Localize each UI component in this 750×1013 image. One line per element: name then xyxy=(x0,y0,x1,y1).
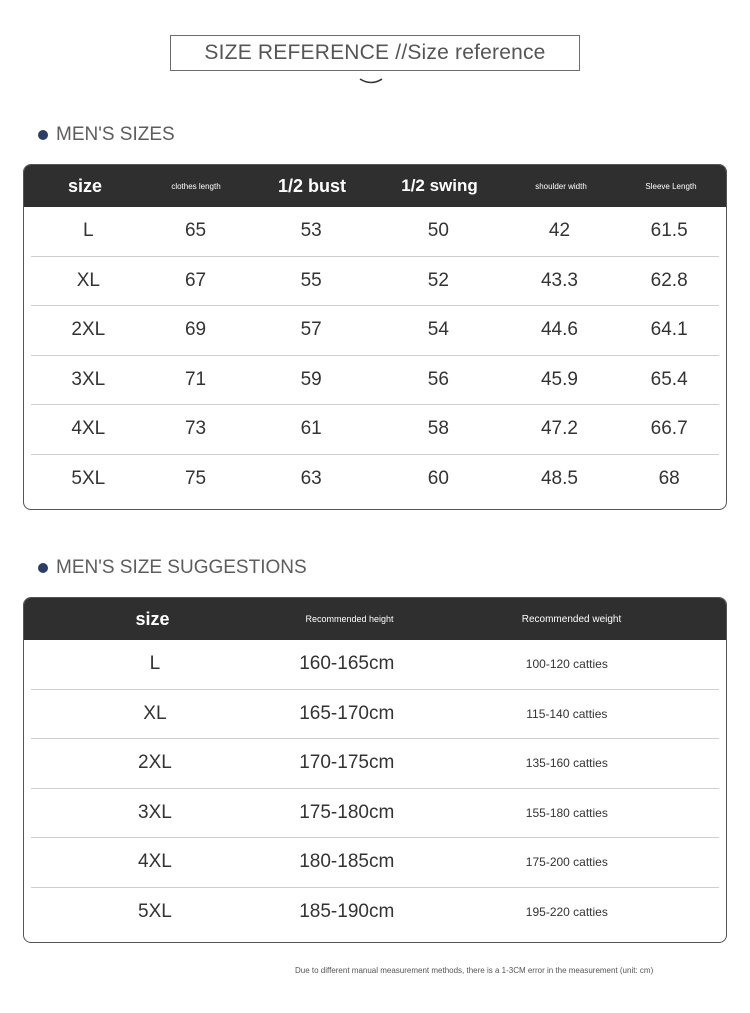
table-body xyxy=(24,207,726,504)
column-header: Recommended weight xyxy=(521,613,622,625)
table-cell: 180-185cm xyxy=(299,851,395,873)
table-row xyxy=(31,838,719,888)
table-cell: 3XL xyxy=(71,368,106,390)
table-cell: 2XL xyxy=(71,319,106,341)
table-cell: 59 xyxy=(300,368,322,390)
table-header-row xyxy=(24,598,726,640)
table-cell: 64.1 xyxy=(650,319,688,341)
table-cell: 5XL xyxy=(71,468,106,490)
chevron-down-icon xyxy=(358,76,384,88)
table-cell: 4XL xyxy=(138,851,172,873)
column-header: Sleeve Length xyxy=(645,181,697,191)
table-cell: 44.6 xyxy=(540,319,578,341)
table-cell: 42 xyxy=(548,220,571,242)
table-cell: 75 xyxy=(184,468,207,490)
table-cell: 5XL xyxy=(138,901,172,923)
table-cell: 155-180 catties xyxy=(525,805,608,820)
table-row xyxy=(31,306,719,356)
table-body xyxy=(24,640,726,937)
column-header: size xyxy=(135,608,170,629)
table-cell: L xyxy=(83,220,94,242)
table-cell: 71 xyxy=(184,368,207,390)
bullet-dot-icon xyxy=(38,563,48,573)
table-row xyxy=(31,640,719,690)
table-cell: 135-160 catties xyxy=(525,756,608,771)
table-cell: 67 xyxy=(184,269,207,291)
table-cell: 53 xyxy=(300,220,322,242)
table-cell: 69 xyxy=(184,319,207,341)
column-header: 1/2 bust xyxy=(277,175,347,196)
table-cell: 63 xyxy=(300,468,322,490)
table-cell: 43.3 xyxy=(540,269,578,291)
table-header-row xyxy=(24,165,726,207)
table-cell: 66.7 xyxy=(650,418,688,440)
table-cell: 58 xyxy=(427,418,449,440)
table-cell: XL xyxy=(76,269,100,291)
table-cell: 185-190cm xyxy=(299,901,395,923)
column-header: Recommended height xyxy=(305,614,394,624)
column-header: size xyxy=(67,175,103,196)
table-cell: 48.5 xyxy=(540,468,578,490)
table-cell: 57 xyxy=(300,319,322,341)
table-cell: 160-165cm xyxy=(299,653,395,675)
table-row xyxy=(31,789,719,839)
table-cell: 175-180cm xyxy=(299,801,395,823)
table-cell: L xyxy=(149,653,161,675)
table-row xyxy=(31,888,719,938)
bullet-dot-icon xyxy=(38,130,48,140)
table-cell: XL xyxy=(143,702,167,724)
section-title-mens-sizes xyxy=(38,124,175,146)
table-cell: 175-200 catties xyxy=(525,855,608,870)
table-cell: 165-170cm xyxy=(299,702,395,724)
table-cell: 100-120 catties xyxy=(525,657,608,672)
measurement-footnote: Due to different manual measurement methods, there is a 1-3CM error in the measurement (unit: cm) xyxy=(295,966,654,975)
table-row xyxy=(31,690,719,740)
page-title: SIZE REFERENCE //Size reference xyxy=(170,35,580,71)
size-suggestion-table xyxy=(23,597,727,943)
column-header: clothes length xyxy=(171,181,221,191)
table-cell: 50 xyxy=(427,220,449,242)
table-row xyxy=(31,356,719,406)
table-cell: 2XL xyxy=(138,752,172,774)
table-cell: 68 xyxy=(658,468,680,490)
column-header: 1/2 swing xyxy=(401,176,478,195)
table-cell: 55 xyxy=(300,269,322,291)
table-cell: 52 xyxy=(427,269,449,291)
table-cell: 4XL xyxy=(71,418,106,440)
table-cell: 61.5 xyxy=(650,220,688,242)
table-cell: 56 xyxy=(427,368,449,390)
table-cell: 115-140 catties xyxy=(526,706,608,721)
column-header: shoulder width xyxy=(535,181,587,191)
table-row xyxy=(31,405,719,455)
table-cell: 60 xyxy=(427,468,449,490)
table-cell: 45.9 xyxy=(540,368,578,390)
table-cell: 47.2 xyxy=(540,418,578,440)
table-cell: 61 xyxy=(300,418,322,440)
table-cell: 62.8 xyxy=(650,269,688,291)
table-cell: 65.4 xyxy=(650,368,688,390)
table-cell: 54 xyxy=(427,319,449,341)
section-title-text: MEN'S SIZE SUGGESTIONS xyxy=(56,557,307,578)
table-row xyxy=(31,207,719,257)
table-cell: 3XL xyxy=(138,801,172,823)
table-cell: 73 xyxy=(184,418,207,440)
section-title-size-suggestions xyxy=(38,557,307,579)
table-row xyxy=(31,257,719,307)
table-cell: 65 xyxy=(184,220,207,242)
table-cell: 170-175cm xyxy=(299,752,395,774)
section-title-text: MEN'S SIZES xyxy=(56,124,175,145)
table-cell: 195-220 catties xyxy=(525,905,608,920)
table-row xyxy=(31,739,719,789)
table-row xyxy=(31,455,719,505)
size-chart-table xyxy=(23,164,727,510)
